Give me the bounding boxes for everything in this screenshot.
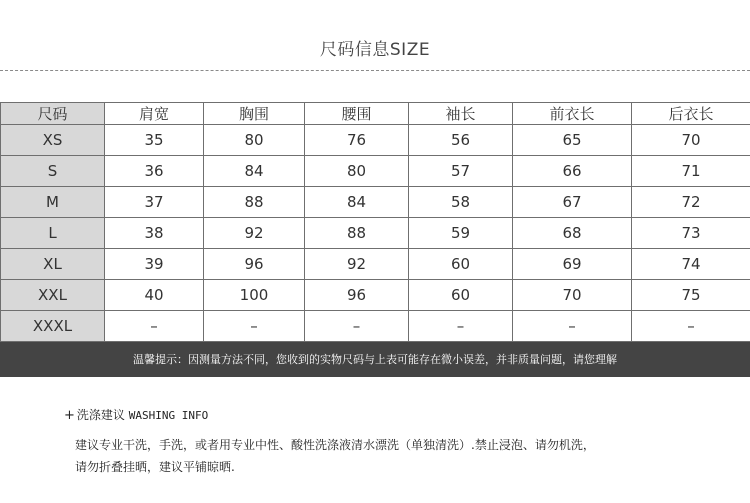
table-cell: 80	[204, 125, 305, 156]
table-cell: 100	[204, 280, 305, 311]
table-cell: 67	[513, 187, 632, 218]
table-cell: 76	[305, 125, 409, 156]
row-size-label: XS	[1, 125, 105, 156]
table-cell: 56	[409, 125, 513, 156]
table-row	[1, 311, 750, 342]
washing-title-en: WASHING INFO	[128, 409, 209, 422]
table-header-row	[1, 103, 750, 125]
table-row	[1, 218, 750, 249]
header-front-length: 前衣长	[513, 103, 632, 125]
table-cell: 74	[632, 249, 750, 280]
size-table	[0, 102, 750, 342]
row-size-label: XXXL	[1, 311, 105, 342]
table-cell: 65	[513, 125, 632, 156]
table-row	[1, 280, 750, 311]
header-waist: 腰围	[305, 103, 409, 125]
table-cell: 96	[305, 280, 409, 311]
table-cell: 80	[305, 156, 409, 187]
table-cell: 35	[105, 125, 204, 156]
table-row	[1, 125, 750, 156]
table-cell: 96	[204, 249, 305, 280]
washing-instructions	[75, 434, 735, 478]
table-cell: 84	[305, 187, 409, 218]
table-cell: –	[204, 311, 305, 342]
page-title: 尺码信息SIZE	[319, 40, 431, 60]
table-cell: –	[105, 311, 204, 342]
table-cell: –	[409, 311, 513, 342]
table-cell: 66	[513, 156, 632, 187]
table-cell: 59	[409, 218, 513, 249]
table-cell: 70	[513, 280, 632, 311]
plus-icon: +	[64, 408, 75, 423]
table-cell: 92	[204, 218, 305, 249]
washing-line-1: 建议专业干洗，手洗，或者用专业中性、酸性洗涤液清水漂洗（单独清洗）.禁止浸泡、请勿机洗，	[75, 438, 595, 452]
table-cell: 68	[513, 218, 632, 249]
row-size-label: XXL	[1, 280, 105, 311]
table-row	[1, 249, 750, 280]
row-size-label: XL	[1, 249, 105, 280]
header-shoulder: 肩宽	[105, 103, 204, 125]
table-cell: 58	[409, 187, 513, 218]
washing-line-2: 请勿折叠挂晒，建议平铺晾晒.	[75, 460, 235, 474]
table-cell: 60	[409, 249, 513, 280]
table-row	[1, 187, 750, 218]
dashed-divider	[0, 70, 750, 71]
table-cell: –	[632, 311, 750, 342]
table-cell: 57	[409, 156, 513, 187]
table-cell: 88	[204, 187, 305, 218]
table-cell: –	[305, 311, 409, 342]
notice-bar: 温馨提示：因测量方法不同，您收到的实物尺码与上表可能存在微小误差，并非质量问题，请您理解	[0, 342, 750, 377]
table-cell: 69	[513, 249, 632, 280]
washing-title-cn: 洗涤建议	[76, 408, 125, 422]
table-cell: 38	[105, 218, 204, 249]
table-cell: 71	[632, 156, 750, 187]
header-chest: 胸围	[204, 103, 305, 125]
header-back-length: 后衣长	[632, 103, 750, 125]
row-size-label: S	[1, 156, 105, 187]
table-cell: 92	[305, 249, 409, 280]
table-cell: –	[513, 311, 632, 342]
table-cell: 72	[632, 187, 750, 218]
table-cell: 73	[632, 218, 750, 249]
row-size-label: M	[1, 187, 105, 218]
header-sleeve: 袖长	[409, 103, 513, 125]
table-cell: 88	[305, 218, 409, 249]
table-cell: 37	[105, 187, 204, 218]
table-row	[1, 156, 750, 187]
row-size-label: L	[1, 218, 105, 249]
washing-info-heading	[64, 406, 208, 423]
table-cell: 84	[204, 156, 305, 187]
table-cell: 39	[105, 249, 204, 280]
header-size: 尺码	[1, 103, 105, 125]
table-cell: 70	[632, 125, 750, 156]
table-cell: 60	[409, 280, 513, 311]
table-cell: 36	[105, 156, 204, 187]
table-cell: 75	[632, 280, 750, 311]
table-cell: 40	[105, 280, 204, 311]
